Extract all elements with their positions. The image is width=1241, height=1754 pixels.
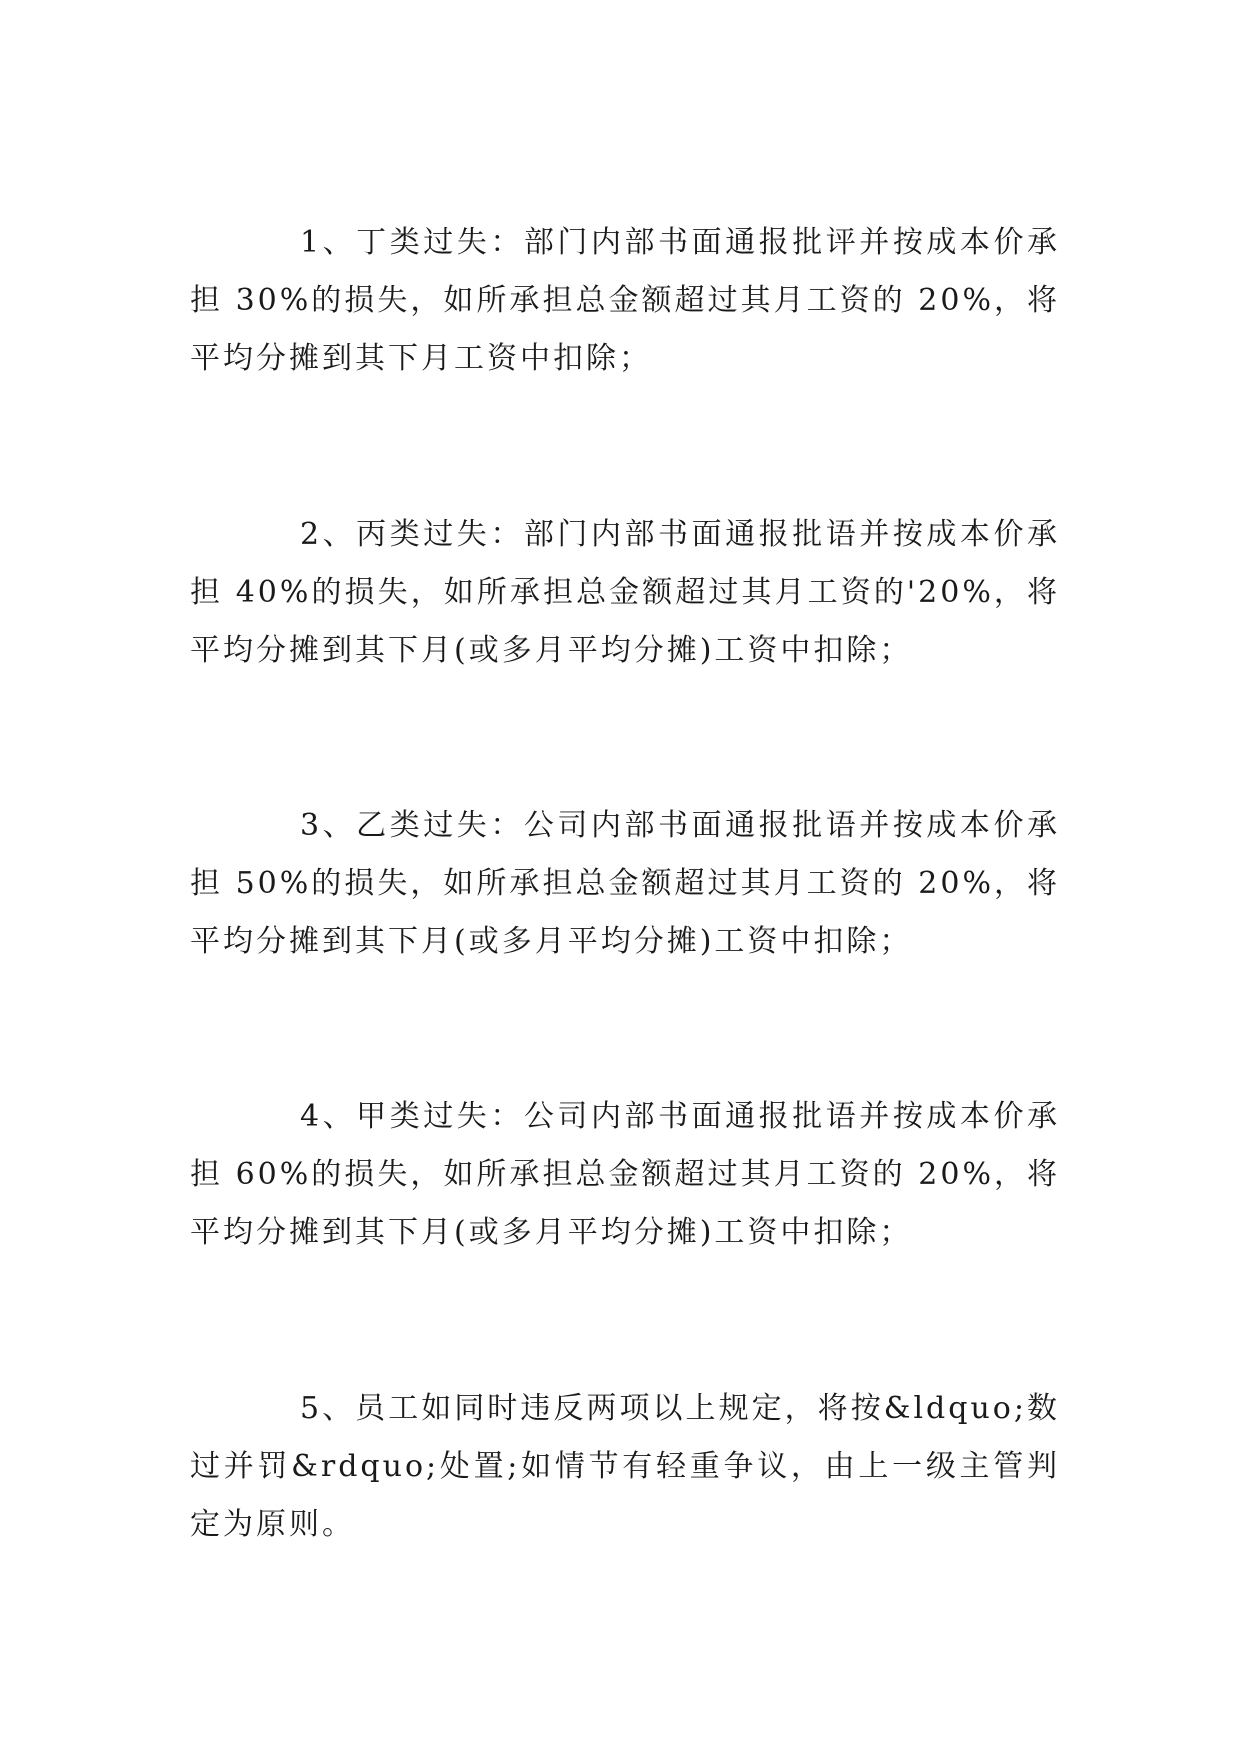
paragraph-item-2: 2、丙类过失：部门内部书面通报批语并按成本价承担 40%的损失，如所承担总金额超过其月工资的'20%，将平均分摊到其下月(或多月平均分摊)工资中扣除； bbox=[190, 517, 1060, 668]
paragraph-item-5: 5、员工如同时违反两项以上规定，将按&ldquo;数过并罚&rdquo;处置;如情节有轻重争议，由上一级主管判定为原则。 bbox=[190, 1391, 1060, 1542]
paragraph-item-3: 3、乙类过失：公司内部书面通报批语并按成本价承担 50%的损失，如所承担总金额超过其月工资的 20%，将平均分摊到其下月(或多月平均分摊)工资中扣除； bbox=[190, 808, 1060, 959]
paragraph-item-4: 4、甲类过失：公司内部书面通报批语并按成本价承担 60%的损失，如所承担总金额超过其月工资的 20%，将平均分摊到其下月(或多月平均分摊)工资中扣除； bbox=[190, 1099, 1060, 1250]
paragraph-item-1: 1、丁类过失：部门内部书面通报批评并按成本价承担 30%的损失，如所承担总金额超过其月工资的 20%，将平均分摊到其下月工资中扣除； bbox=[190, 225, 1060, 376]
